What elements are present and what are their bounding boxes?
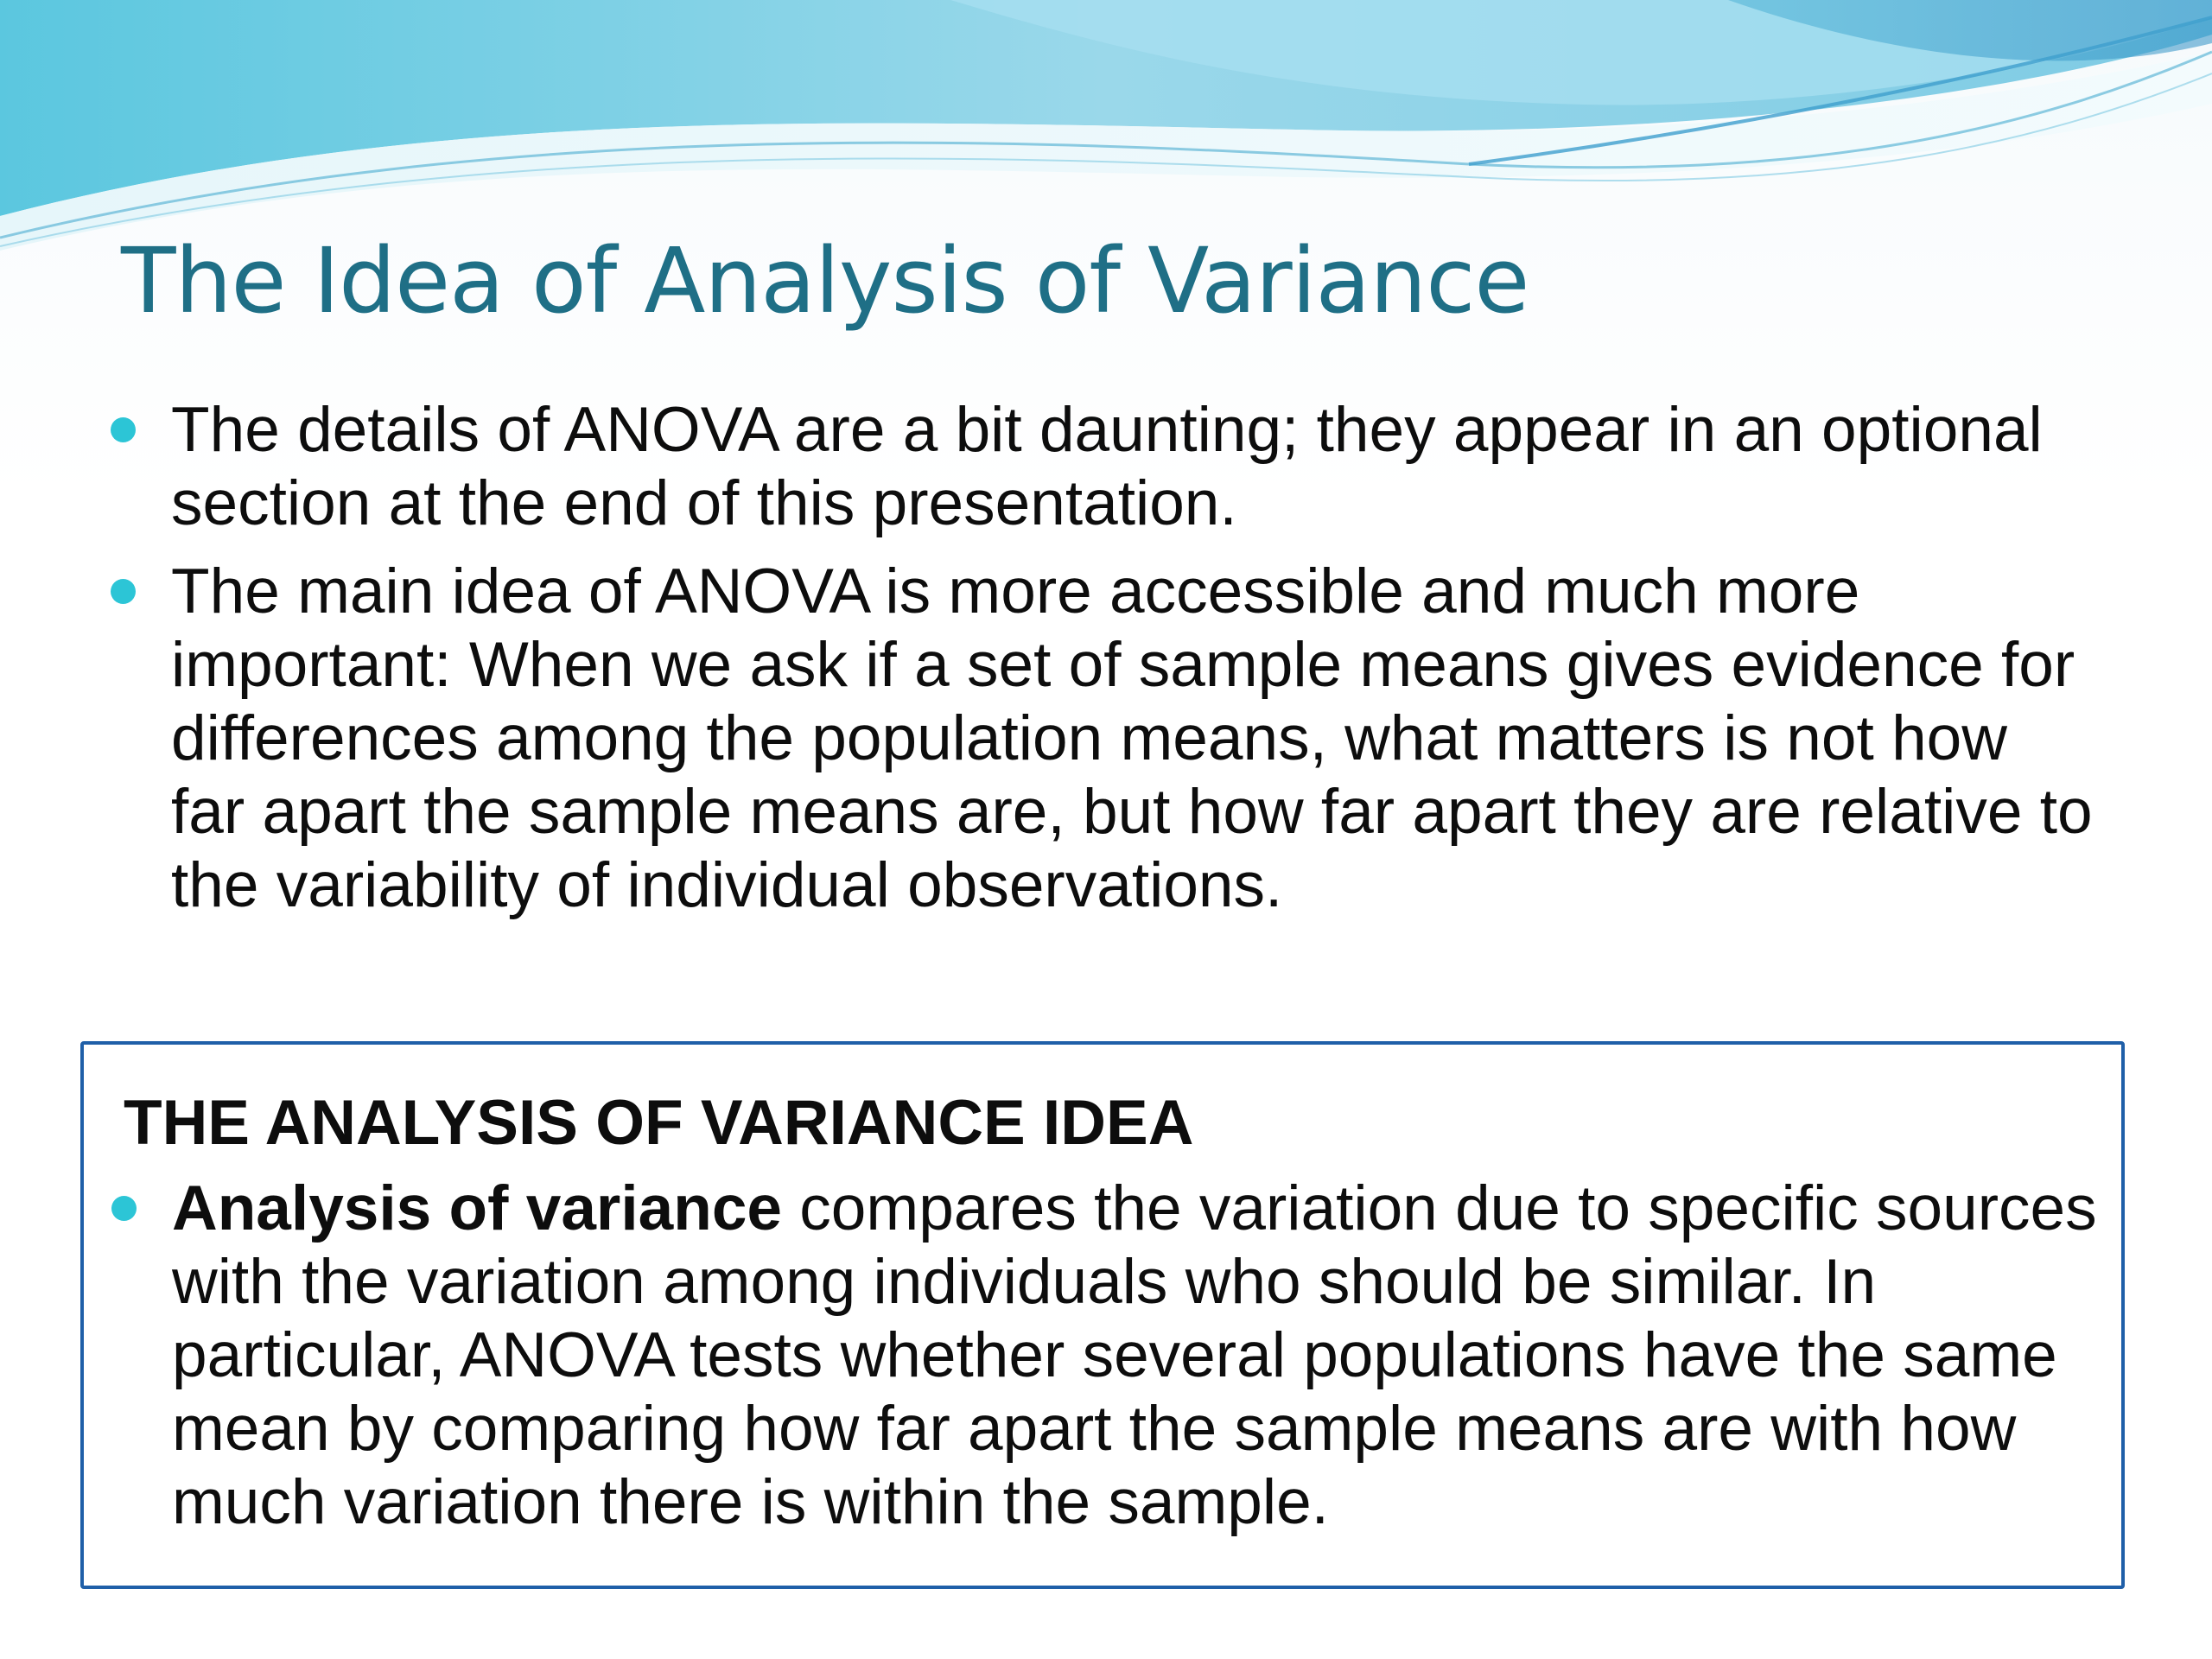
bullet-dot-icon bbox=[111, 1196, 137, 1221]
definition-box-heading: THE ANALYSIS OF VARIANCE IDEA bbox=[124, 1088, 1194, 1158]
bullet-item bbox=[109, 555, 2096, 922]
definition-term: Analysis of variance bbox=[172, 1173, 783, 1243]
definition-bullet bbox=[110, 1172, 2097, 1539]
bullet-text: The main idea of ANOVA is more accessible and much more important: When we ask if a set of sample means gives evidence for differences among the population means, what matters is not how far apart the sample means are, but how far apart they are relative to the variability of individual observations. bbox=[171, 556, 2093, 920]
definition-box-list bbox=[110, 1172, 2097, 1539]
bullet-dot-icon bbox=[111, 579, 136, 604]
bullet-list bbox=[109, 393, 2096, 937]
bullet-text: The details of ANOVA are a bit daunting; they appear in an optional section at the end of this presentation. bbox=[171, 395, 2043, 538]
header-wave-decoration bbox=[0, 0, 2212, 259]
definition-box bbox=[80, 1041, 2125, 1589]
bullet-item bbox=[109, 393, 2096, 540]
slide-title: The Idea of Analysis of Variance bbox=[121, 228, 1529, 334]
bullet-dot-icon bbox=[111, 417, 136, 442]
definition-text: compares the variation due to specific sources with the variation among individuals who should be similar. In particular, ANOVA tests whether several populations have the same mean by comparing how far apart the sample means are with how much variation there is within the sample. bbox=[172, 1173, 2097, 1537]
